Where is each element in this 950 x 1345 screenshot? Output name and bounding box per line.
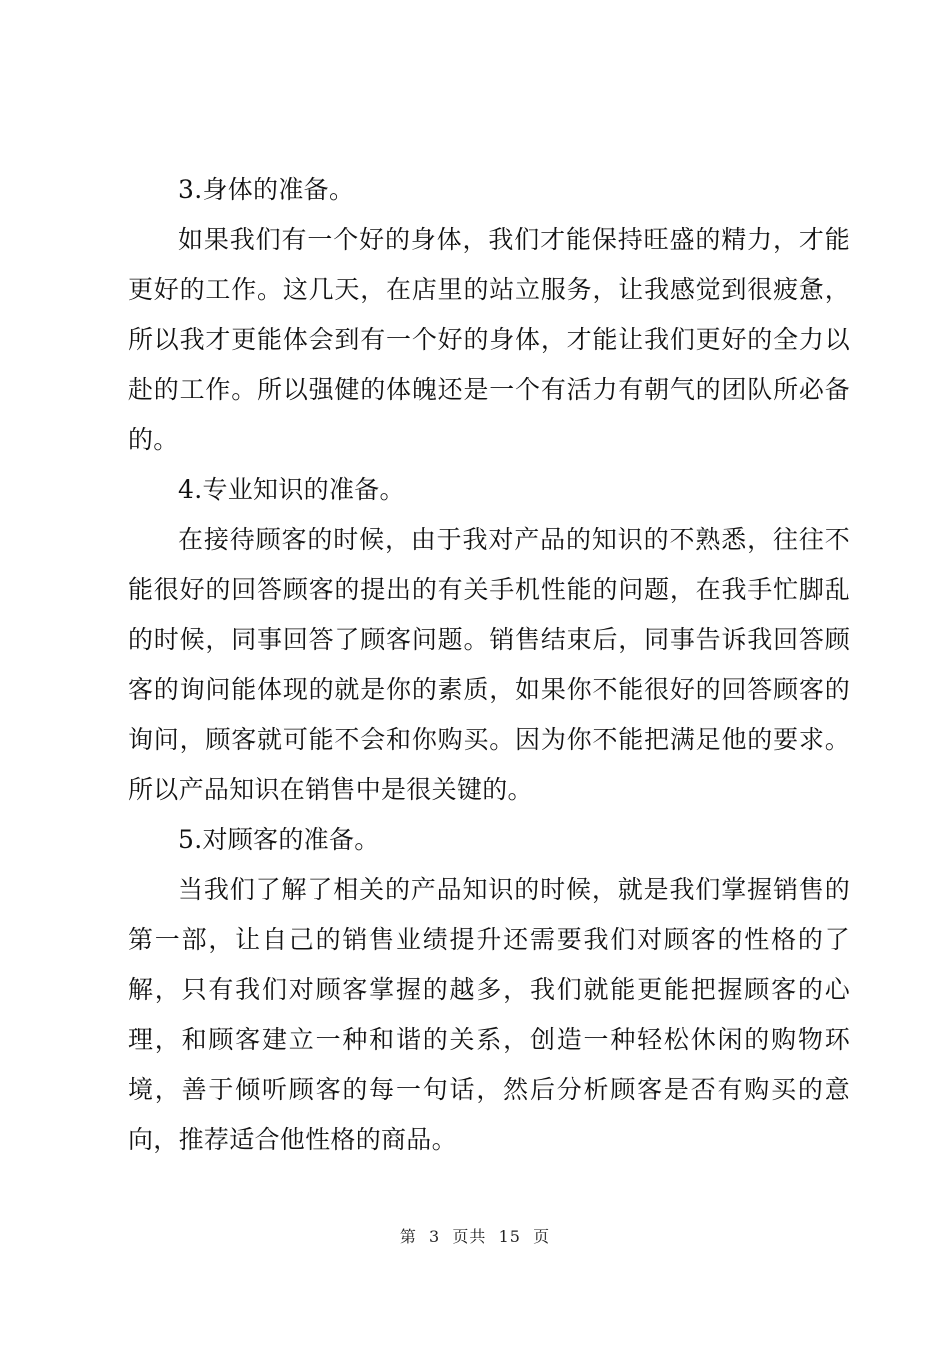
paragraph-body-preparation: 如果我们有一个好的身体，我们才能保持旺盛的精力，才能更好的工作。这几天，在店里的站立服务，让我感觉到很疲惫，所以我才更能体会到有一个好的身体，才能让我们更好的全力以赴的工作。所以强健的体魄还是一个有活力有朝气的团队所必备的。 (128, 225, 850, 454)
section-heading-professional-knowledge: 4.专业知识的准备。 (178, 475, 405, 504)
document-body (128, 165, 850, 1165)
footer-suffix: 页 (533, 1227, 551, 1246)
paragraph-professional-knowledge: 在接待顾客的时候，由于我对产品的知识的不熟悉，往往不能很好的回答顾客的提出的有关手机性能的问题，在我手忙脚乱的时候，同事回答了顾客问题。销售结束后，同事告诉我回答顾客的询问能体现的就是你的素质，如果你不能很好的回答顾客的询问，顾客就可能不会和你购买。因为你不能把满足他的要求。所以产品知识在销售中是很关键的。 (128, 525, 850, 804)
page-footer (0, 1226, 950, 1248)
footer-total-pages: 15 (498, 1227, 521, 1246)
footer-prefix: 第 (399, 1227, 417, 1246)
footer-page-number: 3 (429, 1227, 441, 1246)
section-heading-body-preparation: 3.身体的准备。 (178, 175, 355, 204)
footer-middle: 页共 (452, 1227, 487, 1246)
paragraph-customer-preparation: 当我们了解了相关的产品知识的时候，就是我们掌握销售的第一部，让自己的销售业绩提升还需要我们对顾客的性格的了解，只有我们对顾客掌握的越多，我们就能更能把握顾客的心理，和顾客建立一种和谐的关系，创造一种轻松休闲的购物环境，善于倾听顾客的每一句话，然后分析顾客是否有购买的意向，推荐适合他性格的商品。 (128, 875, 850, 1154)
section-heading-customer-preparation: 5.对顾客的准备。 (178, 825, 380, 854)
